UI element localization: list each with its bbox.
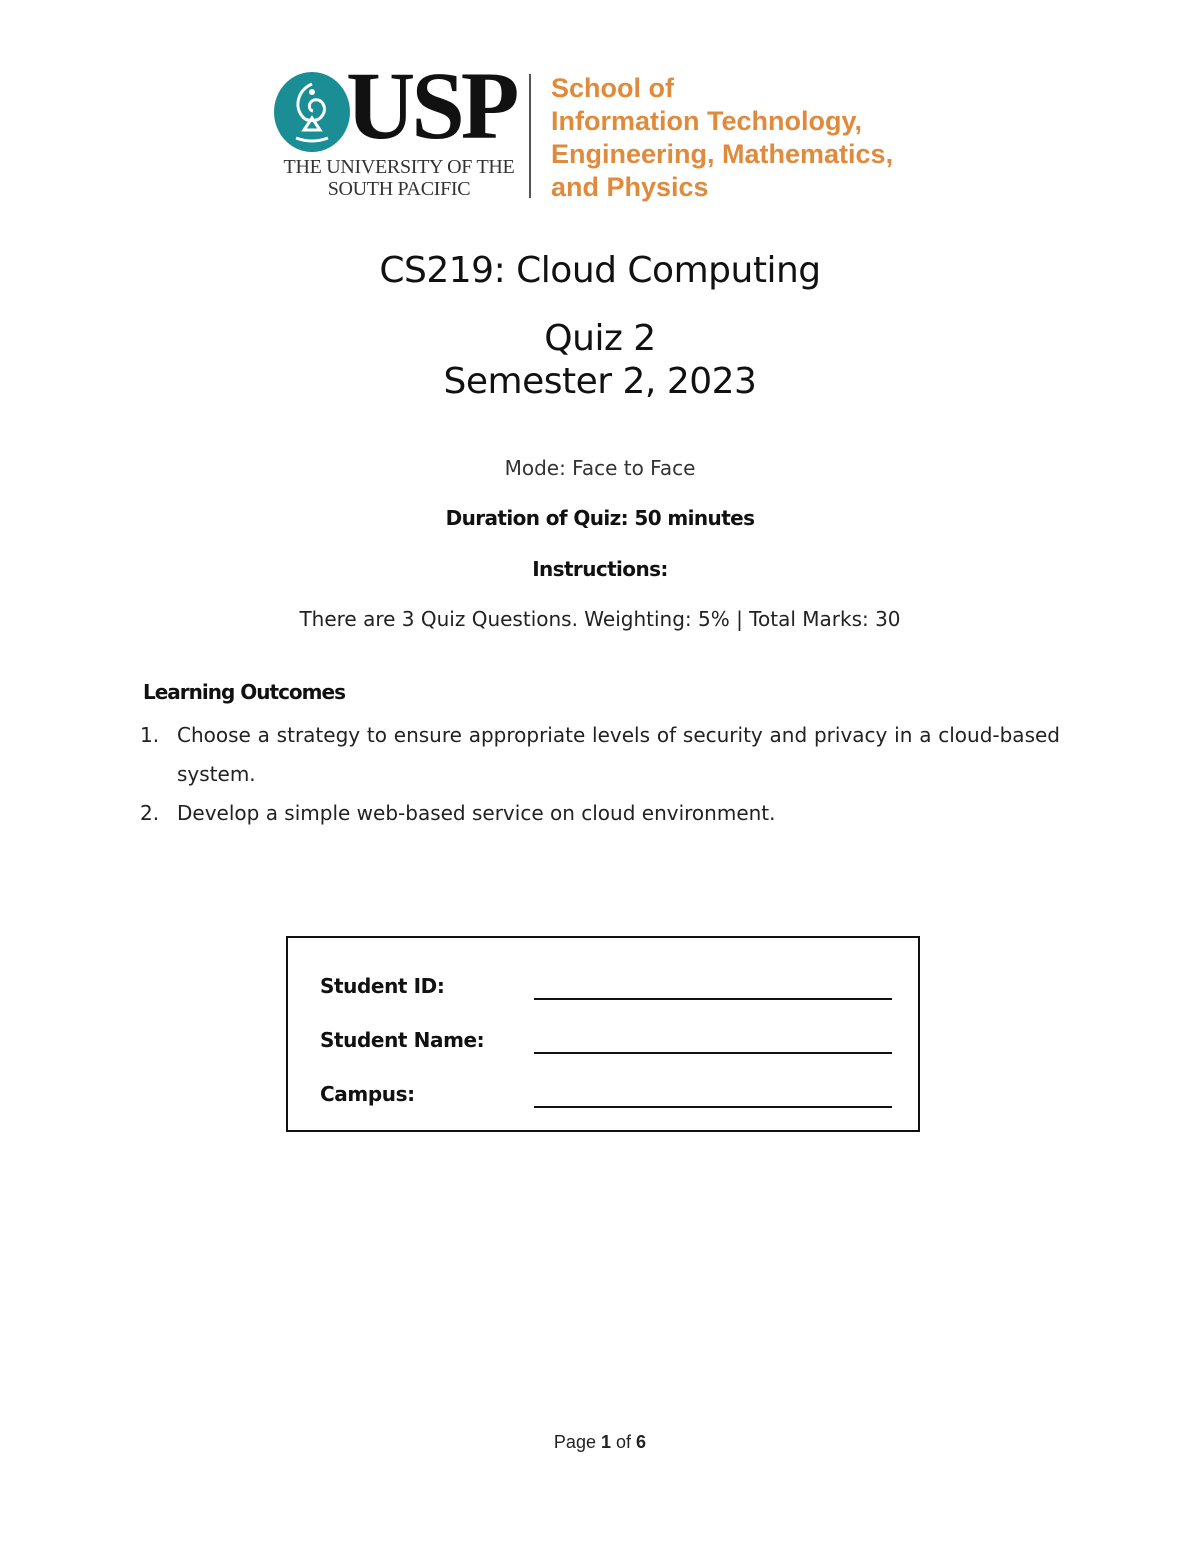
school-name-line-1: School of xyxy=(551,73,674,103)
duration-text: Duration of Quiz: 50 minutes xyxy=(445,506,755,530)
usp-wordmark: USP xyxy=(346,52,516,159)
usp-emblem-icon xyxy=(272,70,352,154)
instructions-heading: Instructions: xyxy=(532,557,668,581)
learning-outcomes-list xyxy=(140,716,1060,833)
school-name xyxy=(551,72,911,204)
student-id-label: Student ID: xyxy=(320,974,445,998)
current-page: 1 xyxy=(600,1432,611,1452)
student-name-field[interactable] xyxy=(534,1052,892,1054)
student-id-field[interactable] xyxy=(534,998,892,1000)
quiz-summary-text: There are 3 Quiz Questions. Weighting: 5% | Total Marks: 30 xyxy=(299,607,901,631)
student-details-box xyxy=(286,936,920,1132)
page-number xyxy=(0,1430,1200,1454)
mode-text: Mode: Face to Face xyxy=(504,456,696,480)
semester-title: Semester 2, 2023 xyxy=(443,361,757,402)
list-item-text: Choose a strategy to ensure appropriate levels of security and privacy in a cloud-based system. xyxy=(177,723,1060,786)
list-item-text: Develop a simple web-based service on cloud environment. xyxy=(177,801,776,825)
student-name-label: Student Name: xyxy=(320,1028,485,1052)
total-pages: 6 xyxy=(636,1432,647,1452)
campus-field[interactable] xyxy=(534,1106,892,1108)
list-item-number: 2. xyxy=(140,801,160,825)
student-name-row xyxy=(320,1026,892,1056)
logo-divider xyxy=(529,74,531,198)
university-logo xyxy=(266,52,906,206)
of-word: of xyxy=(616,1432,632,1452)
university-name-line-2: SOUTH PACIFIC xyxy=(327,178,471,200)
university-name-line-1: THE UNIVERSITY OF THE xyxy=(283,156,515,178)
page-word: Page xyxy=(553,1432,596,1452)
course-title: CS219: Cloud Computing xyxy=(379,250,821,291)
school-name-line-4: and Physics xyxy=(551,172,709,202)
university-name xyxy=(274,156,524,200)
campus-label: Campus: xyxy=(320,1082,415,1106)
school-name-line-3: Engineering, Mathematics, xyxy=(551,139,894,169)
school-name-line-2: Information Technology, xyxy=(551,106,862,136)
list-item-number: 1. xyxy=(140,723,160,747)
list-item xyxy=(140,716,1060,794)
student-id-row xyxy=(320,972,892,1002)
quiz-title: Quiz 2 xyxy=(544,318,656,359)
learning-outcomes-heading: Learning Outcomes xyxy=(143,680,345,704)
campus-row xyxy=(320,1080,892,1110)
list-item xyxy=(140,794,1060,833)
